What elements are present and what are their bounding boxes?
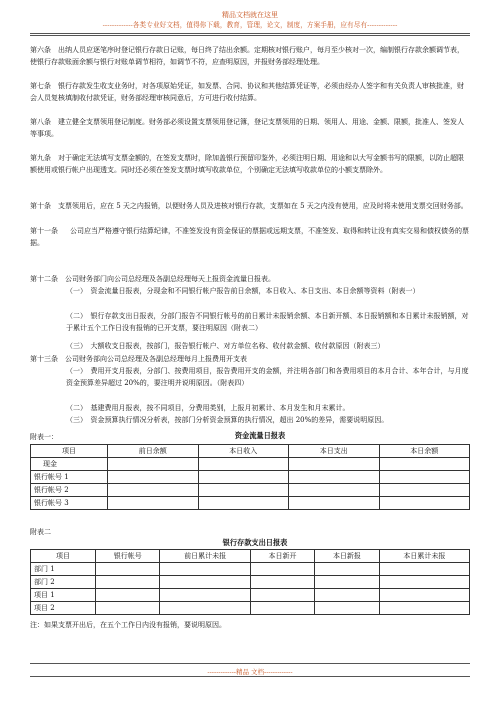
column-header: 本日支出 (289, 445, 380, 458)
article-11: 第十一条 公司应当严格遵守银行结算纪律，不准签发没有资金保证的票据或远期支票，不准签发、取得和转让没有真实交易和债权债务的票据。 (30, 227, 469, 248)
header-rule-thin (30, 35, 470, 36)
column-header: 银行帐号 (96, 550, 160, 563)
table-note: 注：如果支票开出后，在五个工作日内没有报销，要说明原因。 (30, 621, 226, 629)
row-label: 项目 1 (31, 589, 96, 602)
row-label: 部门 2 (31, 576, 96, 589)
article-13-item-3: （三） 资金预算执行情况分析表，按部门分析资金预算的执行情况，超出 20%的差异，需要说明原因。 (66, 416, 389, 424)
table-row (31, 602, 470, 615)
article-6: 第六条 出纳人员应逐笔序时登记银行存款日记账，每日终了结出余额。定期核对银行账户，每月至少核对一次，编制银行存款余额调节表，使银行存款账面余额与银行对账单调节相符，如调节不符，应查明原因，并报财务部经理处理。 (30, 46, 464, 67)
article-12-item-1: （一） 资金流量日报表，分现金和不同银行帐户报告前日余额，本日收入、本日支出、本日余额等资料（附表一） (66, 287, 420, 295)
table2-title: 银行存款支出日报表 (222, 538, 288, 547)
table2-prefix: 附表二 (30, 528, 51, 536)
table1-prefix: 附表一： (30, 433, 58, 441)
column-header: 项目 (31, 445, 108, 458)
table-row (31, 458, 470, 471)
article-8: 第八条 建立健全支票领用登记制度。财务部必须设置支票领用登记簿，登记支票领用的日期、领用人、用途、金额、限额，批准人、签发人等事项。 (30, 118, 464, 139)
article-9: 第九条 对于确定无法填写支票金额的，在签发支票时，除加盖银行预留印鉴外，必须注明日期、用途和以大写金额书写的限额，以防止超限额使用或银行帐户出现透支。同时还必须在签发支票时填写收款单位，个别确定无法填写收款单位的小额支票除外。 (30, 154, 464, 175)
column-header: 本日累计未报 (379, 550, 469, 563)
column-header: 项目 (31, 550, 96, 563)
column-header: 前日累计未报 (160, 550, 250, 563)
article-13-item-2: （二） 基建费用月报表，按不同项目，分费用类别，上报月初累计、本月发生和月末累计。 (66, 404, 350, 412)
table1-title: 资金流量日报表 (234, 431, 286, 440)
article-13-title: 第十三条 公司财务部向公司总经理及各副总经理每月上报费用开支表 (30, 355, 247, 363)
table-row (31, 589, 470, 602)
column-header: 前日余额 (108, 445, 199, 458)
table-row (31, 471, 470, 484)
table-row (31, 497, 470, 510)
column-header: 本日收入 (198, 445, 289, 458)
row-label: 项目 2 (31, 602, 96, 615)
table-header-row (31, 550, 470, 563)
column-header: 本日余额 (379, 445, 470, 458)
row-label: 现金 (31, 458, 108, 471)
header-tagline: -------------各类专业好文档，值得你下载，教育，管理，论文，制度，方案手册，应有尽有------------- (102, 21, 398, 29)
article-10: 第十条 支票领用后，应在 5 天之内报销，以便财务人员及进核对银行存款，支票如在 5 天之内没有使用，应及时将未使用支票交回财务部。 (30, 202, 468, 210)
footer-rule-bottom (30, 676, 470, 677)
row-label: 银行帐号 1 (31, 471, 108, 484)
column-header: 本日新开 (250, 550, 314, 563)
footer-rule-top (30, 663, 470, 664)
row-label: 部门 1 (31, 563, 96, 576)
table-header-row (31, 445, 470, 458)
table-row (31, 563, 470, 576)
row-label: 银行帐号 3 (31, 497, 108, 510)
row-label: 银行帐号 2 (31, 484, 108, 497)
cash-flow-table (30, 444, 470, 510)
table-row (31, 576, 470, 589)
article-13-item-1: （一） 费用开支月报表，分部门、按费用项目，报告费用开支的金额，并注明各部门和各费用项目的本月合计、本年合计，与月度资金预算差异超过 20%的，要注明并说明原因。（附表四） (66, 367, 469, 388)
articles-block (30, 44, 470, 68)
bank-expense-table (30, 549, 470, 615)
article-12-item-3: （三） 大额收支日报表，按部门，报告银行帐户、对方单位名称、收付款金额、收付款原因（附表三） (66, 342, 385, 350)
column-header: 本日新报 (315, 550, 379, 563)
header-rule (30, 33, 470, 34)
table-row (31, 484, 470, 497)
header-title: 精品文档就在这里 (222, 11, 278, 19)
article-12-item-2: （二） 银行存款支出日报表，分部门报告不同银行帐号的前日累计未报销余额、本日新开额、本日报销额和本日累计未报销额，对于累计五个工作日没有报销的已开支票，要注明原因（附表二） (66, 312, 469, 333)
footer-text: -------------精品 文档------------- (207, 668, 293, 676)
article-12-title: 第十二条 公司财务部门向公司总经理及各副总经理每天上报资金流量日报表。 (30, 275, 275, 283)
article-7: 第七条 银行存款发生收支业务时，对各项原始凭证，如发票、合同、协议和其他结算凭证等，必须由经办人签字和有关负责人审核批准，财会人员复核填制收付款凭证，财务部经理审核同意后，方可进行收付结算。 (30, 82, 464, 103)
